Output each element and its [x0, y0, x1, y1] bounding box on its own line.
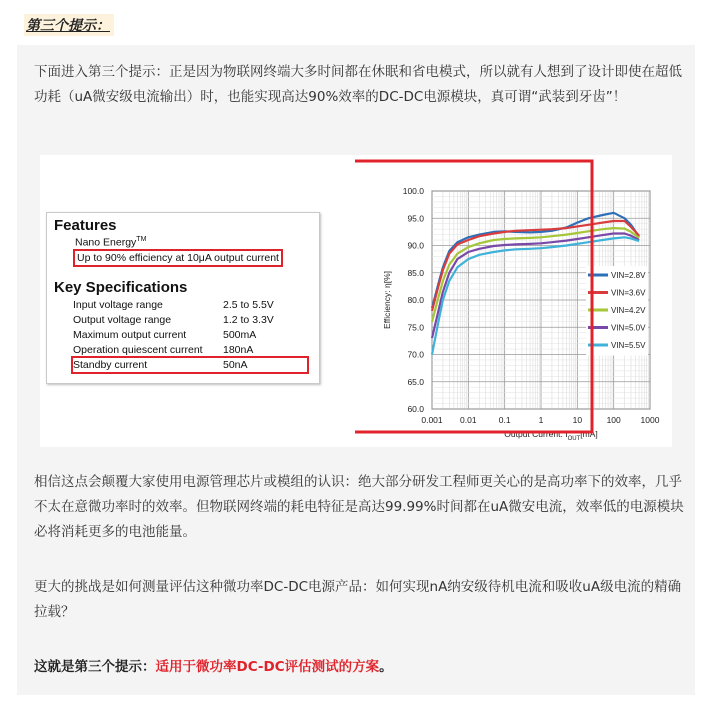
spec-value: 500mA: [223, 329, 257, 341]
x-tick-label: 0.1: [498, 415, 511, 425]
y-tick-label: 85.0: [407, 267, 424, 278]
efficiency-highlight: Up to 90% efficiency at 10μA output current: [73, 249, 283, 267]
y-tick-label: 80.0: [407, 295, 424, 305]
y-tick-label: 60.0: [407, 404, 424, 414]
spec-row: [73, 299, 289, 311]
spec-label: Input voltage range: [73, 299, 163, 311]
nano-energy-label: [75, 236, 146, 249]
spec-label: Operation quiescent current: [73, 344, 203, 356]
datasheet-figure: [40, 155, 672, 447]
x-tick-label: 1: [538, 415, 544, 425]
x-axis-label-sub: OUT: [567, 436, 581, 442]
hint-prefix: 这就是第三个提示：: [34, 659, 156, 675]
spec-value: 50nA: [223, 359, 248, 371]
key-specs-title: Key Specifications: [54, 279, 188, 296]
x-tick-label: 10: [572, 415, 583, 425]
hint-suffix: 。: [379, 659, 393, 675]
nano-energy-text: Nano Energy: [75, 236, 137, 249]
spec-label: Maximum output current: [73, 329, 187, 341]
paragraph-4: [34, 655, 684, 680]
y-tick-label: 65.0: [407, 376, 424, 387]
legend-label: VIN=4.2V: [611, 306, 646, 315]
legend-label: VIN=3.6V: [611, 288, 646, 298]
spec-box: [46, 212, 320, 384]
y-tick-label: 70.0: [407, 349, 424, 360]
paragraph-2: 相信这点会颠覆大家使用电源管理芯片或模组的认识：绝大部分研发工程师更关心的是高功率下的效率，几乎不太在意微功率时的效率。但物联网终端的耗电特征是高达99.99%时间都在uA微安电流，效率低的电源模块必将消耗更多的电池能量。: [34, 474, 684, 540]
spec-row: [73, 344, 289, 356]
paragraph-3: 更大的挑战是如何测量评估这种微功率DC-DC电源产品：如何实现nA纳安级待机电流和吸收uA级电流的精确拉载？: [34, 579, 682, 620]
spec-value: 1.2 to 3.3V: [223, 314, 274, 326]
x-tick-label: 0.001: [421, 415, 443, 425]
x-tick-label: 100: [606, 415, 621, 425]
standby-highlight: [71, 356, 309, 374]
chart-svg: [352, 159, 672, 445]
spec-row: [73, 329, 289, 341]
y-tick-label: 90.0: [407, 240, 424, 251]
x-axis-label: Output Current: $I_{OUT}[mA]$: [504, 429, 598, 442]
spec-value: 2.5 to 5.5V: [223, 299, 274, 311]
x-tick-label: 1000: [640, 415, 660, 425]
legend-label: VIN=5.5V: [611, 341, 646, 350]
legend-label: VIN=5.0V: [611, 323, 646, 333]
spec-value: 180nA: [223, 344, 254, 356]
y-tick-label: 95.0: [407, 213, 424, 224]
spec-label: Output voltage range: [73, 314, 172, 326]
intro-paragraph: 下面进入第三个提示：正是因为物联网终端大多时间都在休眠和省电模式，所以就有人想到了设计即使在超低功耗（uA微安级电流输出）时，也能实现高达90%效率的DC-DC电源模块，真可谓“武装到牙齿”！: [34, 64, 682, 105]
y-axis-label: Efficiency: η[%]: [382, 271, 392, 329]
x-axis-label-unit: [mA]: [580, 429, 598, 439]
trademark: TM: [136, 236, 147, 243]
hint-highlight: 适用于微功率DC-DC评估测试的方案: [155, 659, 380, 675]
section-heading: 第三个提示：: [24, 14, 114, 36]
legend-label: VIN=2.8V: [611, 271, 646, 280]
features-title: Features: [54, 217, 117, 234]
spec-label: Standby current: [73, 359, 148, 371]
efficiency-chart: [352, 159, 672, 445]
y-tick-label: 75.0: [407, 322, 424, 333]
spec-row: [73, 314, 289, 326]
x-tick-label: 0.01: [460, 415, 477, 425]
y-tick-label: 100.0: [402, 186, 424, 196]
